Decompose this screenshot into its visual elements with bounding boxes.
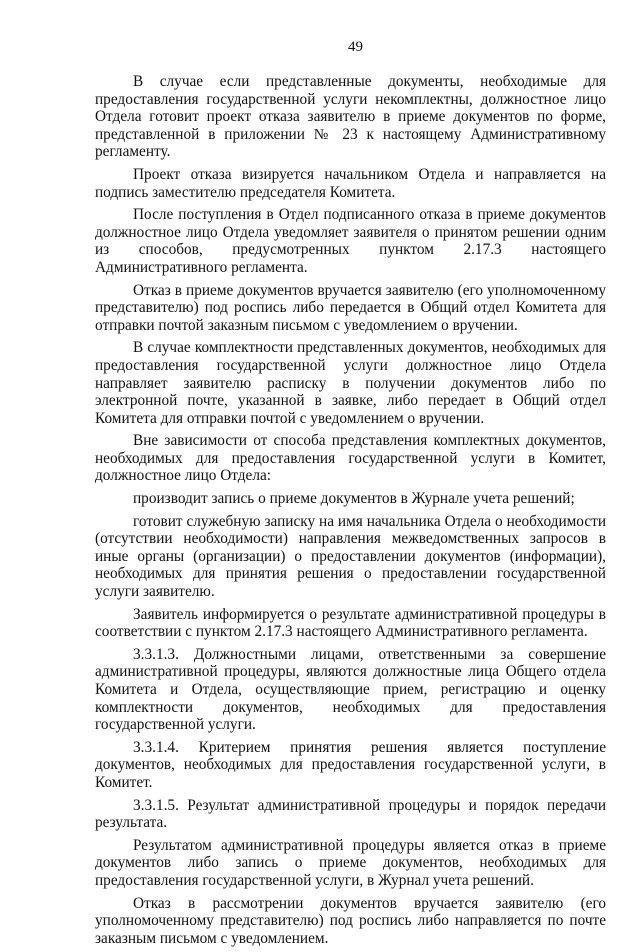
paragraph-3-3-1-3: 3.3.1.3. Должностными лицами, ответственными за совершение административной процедуры, являются должностные лица Общего отдела Комитета и Отдела, осуществляющие прием, регистрацию и оценку комплектности документов, необходимых для предоставления государственной услуги.	[95, 645, 606, 734]
paragraph-refusal-consideration: Отказ в рассмотрении документов вручается заявителю (его уполномоченному представителю) под роспись либо направляется по почте заказным письмом с уведомлением.	[95, 894, 606, 947]
paragraph-3-3-1-5: 3.3.1.5. Результат административной процедуры и порядок передачи результата.	[95, 796, 606, 832]
paragraph-result: Результатом административной процедуры является отказ в приеме документов либо запись о приеме документов, необходимых для предоставления государственной услуги, в Журнал учета решений.	[95, 836, 606, 889]
paragraph-refusal-draft: Проект отказа визируется начальником Отдела и направляется на подпись заместителю председателя Комитета.	[95, 165, 606, 201]
paragraph-regardless: Вне зависимости от способа представления комплектных документов, необходимых для предоставления государственной услуги в Комитет, должностное лицо Отдела:	[95, 432, 606, 485]
page-number: 49	[348, 39, 363, 55]
paragraph-notification: После поступления в Отдел подписанного отказа в приеме документов должностное лицо Отдела уведомляет заявителя о принятом решении одним из способов, предусмотренных пунктом 2.17.3 настоящего Административного регламента.	[95, 206, 606, 276]
paragraph-service-note: готовит служебную записку на имя начальника Отдела о необходимости (отсутствии необходимости) направления межведомственных запросов в иные органы (организации) о предоставлении документов (информации), необходимых для принятия решения о предоставлении государственной услуги заявителю.	[95, 512, 606, 601]
paragraph-refusal-delivery: Отказ в приеме документов вручается заявителю (его уполномоченному представителю) под роспись либо передается в Общий отдел Комитета для отправки почтой заказным письмом с уведомлением о вручении.	[95, 281, 606, 334]
paragraph-3-3-1-4: 3.3.1.4. Критерием принятия решения является поступление документов, необходимых для предоставления государственной услуги, в Комитет.	[95, 738, 606, 791]
document-page	[95, 38, 606, 952]
paragraph-journal-entry: производит запись о приеме документов в Журнале учета решений;	[133, 490, 575, 508]
paragraph-complete-docs: В случае комплектности представленных документов, необходимых для предоставления государственной услуги должностное лицо Отдела направляет заявителю расписку в получении документов либо по электронной почте, указанной в заявке, либо передает в Общий отдел Комитета для отправки почтой с уведомлением о вручении.	[95, 339, 606, 427]
paragraph-incomplete-docs: В случае если представленные документы, необходимые для предоставления государственной услуги некомплектны, должностное лицо Отдела готовит проект отказа заявителю в приеме документов по форме, представленной в приложении № 23 к настоящему Административному регламенту.	[95, 73, 606, 161]
paragraph-applicant-informed: Заявитель информируется о результате административной процедуры в соответствии с пунктом 2.17.3 настоящего Административного регламента.	[95, 605, 606, 641]
